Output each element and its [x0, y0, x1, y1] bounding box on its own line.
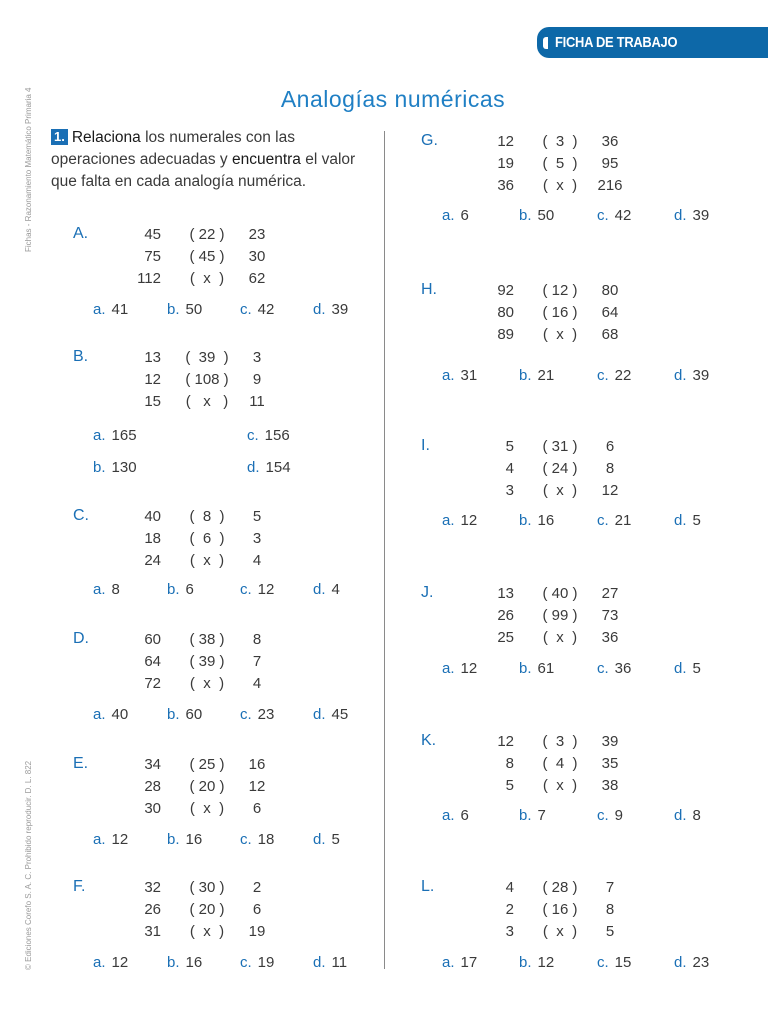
right-number: 11 [249, 393, 265, 410]
option-value: 61 [537, 660, 555, 677]
answer-option[interactable] [674, 366, 709, 386]
option-value: 18 [257, 831, 275, 848]
option-value: 17 [460, 954, 478, 971]
right-number: 5 [605, 923, 615, 940]
answer-option[interactable] [93, 458, 137, 478]
right-number: 8 [605, 901, 615, 918]
option-letter: a. [93, 301, 106, 318]
left-number: 26 [144, 901, 161, 918]
option-value: 16 [185, 954, 203, 971]
option-letter: a. [442, 954, 455, 971]
right-number: 19 [248, 923, 266, 940]
middle-result: ( 12 ) [542, 282, 578, 299]
left-number: 3 [505, 482, 514, 499]
option-letter: c. [597, 367, 609, 384]
answer-option[interactable] [519, 206, 554, 226]
answer-option[interactable] [519, 953, 554, 973]
left-number: 36 [497, 177, 514, 194]
middle-result: ( 5 ) [542, 155, 578, 172]
instruction-text-end: el valor que falta en cada analogía numérica. [51, 151, 356, 190]
left-number: 40 [144, 508, 161, 525]
middle-result: ( 16 ) [542, 304, 578, 321]
option-letter: b. [167, 831, 180, 848]
option-letter: b. [167, 581, 180, 598]
option-letter: c. [597, 660, 609, 677]
option-value: 6 [460, 207, 469, 224]
middle-result: ( 4 ) [542, 755, 578, 772]
option-letter: a. [442, 207, 455, 224]
answer-option[interactable] [167, 830, 202, 850]
right-number: 95 [601, 155, 619, 172]
answer-option[interactable] [313, 705, 348, 725]
middle-result: ( 20 ) [189, 901, 225, 918]
right-number: 27 [601, 585, 619, 602]
left-number: 3 [505, 923, 514, 940]
option-letter: d. [674, 367, 687, 384]
answer-option[interactable] [597, 806, 623, 826]
left-number: 4 [505, 879, 514, 896]
option-letter: d. [674, 660, 687, 677]
right-number: 6 [252, 901, 262, 918]
right-number: 62 [248, 270, 266, 287]
option-letter: a. [93, 427, 106, 444]
right-number: 16 [248, 756, 266, 773]
right-number: 6 [605, 438, 615, 455]
right-number: 30 [248, 248, 266, 265]
middle-result: ( 45 ) [189, 248, 225, 265]
answer-option[interactable] [240, 705, 274, 725]
option-value: 45 [331, 706, 349, 723]
answer-option[interactable] [167, 705, 202, 725]
left-number: 34 [144, 756, 161, 773]
middle-result: ( 16 ) [542, 901, 578, 918]
middle-result: ( x ) [542, 326, 578, 343]
answer-option[interactable] [247, 458, 291, 478]
answer-option[interactable] [597, 659, 631, 679]
right-number: 8 [605, 460, 615, 477]
middle-result: ( x ) [189, 270, 225, 287]
middle-result: ( x ) [542, 482, 578, 499]
left-number: 18 [144, 530, 161, 547]
option-value: 165 [111, 427, 137, 444]
left-number: 112 [137, 270, 161, 287]
answer-option[interactable] [93, 705, 128, 725]
answer-option[interactable] [442, 806, 469, 826]
option-value: 12 [111, 954, 129, 971]
option-value: 8 [692, 807, 701, 824]
option-value: 60 [185, 706, 203, 723]
middle-result: ( x ) [542, 629, 578, 646]
option-value: 12 [460, 512, 478, 529]
option-letter: c. [240, 954, 252, 971]
right-number: 12 [248, 778, 266, 795]
option-letter: b. [519, 807, 532, 824]
right-number: 36 [601, 133, 619, 150]
option-value: 23 [692, 954, 710, 971]
middle-result: ( 20 ) [189, 778, 225, 795]
option-value: 40 [111, 706, 129, 723]
instruction-keyword-relate: Relaciona [71, 129, 141, 146]
side-caption-top: Fichas - Razonamiento Matemático Primaria 4 [24, 87, 33, 252]
left-number: 15 [144, 393, 161, 410]
answer-option[interactable] [597, 511, 631, 531]
option-value: 15 [614, 954, 632, 971]
middle-result: ( 39 ) [189, 653, 225, 670]
option-letter: d. [674, 807, 687, 824]
option-letter: b. [519, 367, 532, 384]
right-number: 73 [601, 607, 619, 624]
option-value: 12 [111, 831, 129, 848]
problem-label: A. [73, 225, 89, 242]
option-value: 5 [331, 831, 340, 848]
answer-option[interactable] [93, 830, 128, 850]
option-letter: c. [597, 207, 609, 224]
left-number: 13 [497, 585, 514, 602]
middle-result: ( 31 ) [542, 438, 578, 455]
right-number: 68 [601, 326, 619, 343]
left-number: 31 [144, 923, 161, 940]
instruction-keyword-find: encuentra [231, 151, 301, 168]
middle-result: ( x ) [189, 675, 225, 692]
problem-label: C. [73, 507, 89, 524]
option-letter: c. [247, 427, 259, 444]
left-number: 26 [497, 607, 514, 624]
left-number: 12 [497, 133, 514, 150]
option-letter: b. [519, 954, 532, 971]
middle-result: ( 3 ) [542, 133, 578, 150]
middle-result: ( 3 ) [542, 733, 578, 750]
option-letter: c. [240, 706, 252, 723]
answer-option[interactable] [442, 659, 477, 679]
answer-option[interactable] [93, 580, 120, 600]
right-number: 5 [252, 508, 262, 525]
problem-label: B. [73, 348, 89, 365]
middle-result: ( x ) [189, 800, 225, 817]
option-value: 21 [614, 512, 632, 529]
middle-result: ( x ) [542, 777, 578, 794]
instruction-text: los numerales con las operaciones adecuadas y [51, 129, 295, 168]
instruction [51, 127, 356, 193]
option-letter: d. [313, 581, 326, 598]
answer-option[interactable] [442, 511, 477, 531]
option-letter: b. [167, 954, 180, 971]
right-number: 7 [605, 879, 615, 896]
option-letter: a. [442, 660, 455, 677]
problem-label: L. [421, 878, 435, 895]
option-letter: d. [313, 954, 326, 971]
right-number: 12 [601, 482, 619, 499]
answer-option[interactable] [93, 300, 128, 320]
option-letter: d. [247, 459, 260, 476]
answer-option[interactable] [442, 953, 477, 973]
option-letter: c. [597, 954, 609, 971]
middle-result: ( 108 ) [185, 371, 229, 388]
middle-result: ( x ) [189, 923, 225, 940]
option-letter: b. [167, 706, 180, 723]
middle-result: ( 24 ) [542, 460, 578, 477]
right-number: 7 [252, 653, 262, 670]
left-number: 5 [505, 777, 514, 794]
banner-text: FICHA DE TRABAJO [555, 34, 678, 51]
answer-option[interactable] [674, 953, 709, 973]
answer-option[interactable] [597, 366, 631, 386]
option-value: 39 [692, 367, 710, 384]
answer-option[interactable] [519, 366, 554, 386]
left-number: 80 [497, 304, 514, 321]
option-letter: b. [519, 207, 532, 224]
right-number: 2 [252, 879, 262, 896]
problem-label: H. [421, 281, 437, 298]
left-number: 32 [144, 879, 161, 896]
option-value: 19 [257, 954, 275, 971]
worksheet-banner [537, 27, 768, 58]
option-value: 5 [692, 660, 701, 677]
middle-result: ( 6 ) [189, 530, 225, 547]
right-number: 80 [601, 282, 619, 299]
left-number: 19 [497, 155, 514, 172]
right-number: 39 [601, 733, 619, 750]
right-number: 35 [601, 755, 619, 772]
option-value: 12 [537, 954, 555, 971]
option-value: 5 [692, 512, 701, 529]
answer-option[interactable] [313, 300, 348, 320]
answer-option[interactable] [240, 830, 274, 850]
option-letter: d. [674, 512, 687, 529]
left-number: 28 [144, 778, 161, 795]
left-number: 8 [505, 755, 514, 772]
option-value: 50 [185, 301, 203, 318]
right-number: 38 [601, 777, 619, 794]
right-number: 3 [252, 530, 262, 547]
answer-option[interactable] [240, 580, 274, 600]
answer-option[interactable] [597, 953, 631, 973]
right-number: 9 [252, 371, 262, 388]
problem-label: D. [73, 630, 89, 647]
middle-result: ( 30 ) [189, 879, 225, 896]
answer-option[interactable] [674, 511, 701, 531]
option-value: 39 [331, 301, 349, 318]
middle-result: ( 8 ) [189, 508, 225, 525]
middle-result: ( x ) [189, 552, 225, 569]
instruction-number: 1. [51, 129, 68, 145]
left-number: 24 [144, 552, 161, 569]
answer-option[interactable] [674, 206, 709, 226]
left-number: 72 [144, 675, 161, 692]
option-value: 9 [614, 807, 624, 824]
option-letter: a. [93, 954, 106, 971]
middle-result: ( x ) [542, 923, 578, 940]
answer-option[interactable] [313, 580, 340, 600]
middle-result: ( 28 ) [542, 879, 578, 896]
option-value: 21 [537, 367, 555, 384]
option-value: 4 [331, 581, 340, 598]
left-number: 60 [144, 631, 161, 648]
answer-option[interactable] [519, 806, 546, 826]
left-number: 89 [497, 326, 514, 343]
option-value: 156 [264, 427, 290, 444]
problem-label: G. [421, 132, 438, 149]
option-value: 8 [111, 581, 120, 598]
answer-option[interactable] [519, 511, 554, 531]
left-number: 4 [505, 460, 514, 477]
middle-result: ( 38 ) [189, 631, 225, 648]
right-number: 216 [597, 177, 623, 194]
middle-result: ( 22 ) [189, 226, 225, 243]
option-letter: d. [313, 301, 326, 318]
banner-tab-icon [543, 37, 548, 49]
option-letter: b. [93, 459, 106, 476]
option-value: 39 [692, 207, 710, 224]
side-caption-copyright: © Ediciones Corefo S. A. C. Prohibido reproducir. D. L. 822 [24, 760, 33, 970]
option-value: 6 [460, 807, 469, 824]
option-letter: a. [93, 581, 106, 598]
option-value: 7 [537, 807, 546, 824]
problem-label: J. [421, 584, 434, 601]
page-title: Analogías numéricas [280, 86, 506, 112]
answer-option[interactable] [240, 953, 274, 973]
option-value: 23 [257, 706, 275, 723]
option-letter: a. [93, 831, 106, 848]
problem-label: K. [421, 732, 437, 749]
option-value: 22 [614, 367, 632, 384]
option-value: 130 [111, 459, 137, 476]
middle-result: ( 39 ) [185, 349, 229, 366]
problem-label: F. [73, 878, 86, 895]
left-number: 64 [144, 653, 161, 670]
left-number: 30 [144, 800, 161, 817]
option-value: 31 [460, 367, 478, 384]
answer-option[interactable] [93, 426, 137, 446]
right-number: 6 [252, 800, 262, 817]
answer-option[interactable] [93, 953, 128, 973]
option-letter: d. [313, 706, 326, 723]
option-value: 42 [614, 207, 632, 224]
option-letter: c. [240, 581, 252, 598]
right-number: 4 [252, 675, 262, 692]
answer-option[interactable] [167, 580, 194, 600]
answer-option[interactable] [247, 426, 290, 446]
left-number: 12 [497, 733, 514, 750]
option-value: 16 [537, 512, 555, 529]
answer-option[interactable] [167, 300, 202, 320]
answer-option[interactable] [519, 659, 554, 679]
answer-option[interactable] [313, 953, 347, 973]
answer-option[interactable] [674, 806, 701, 826]
option-letter: a. [442, 807, 455, 824]
answer-option[interactable] [442, 366, 477, 386]
right-number: 4 [252, 552, 262, 569]
option-letter: a. [442, 512, 455, 529]
option-value: 41 [111, 301, 129, 318]
answer-option[interactable] [674, 659, 701, 679]
option-letter: c. [597, 807, 609, 824]
left-number: 13 [144, 349, 161, 366]
option-letter: b. [519, 660, 532, 677]
middle-result: ( 99 ) [542, 607, 578, 624]
right-number: 23 [248, 226, 266, 243]
left-number: 45 [144, 226, 161, 243]
answer-option[interactable] [167, 953, 202, 973]
option-value: 12 [460, 660, 478, 677]
option-value: 11 [331, 954, 348, 971]
left-number: 2 [505, 901, 514, 918]
option-value: 16 [185, 831, 203, 848]
option-value: 6 [185, 581, 194, 598]
answer-option[interactable] [313, 830, 340, 850]
answer-option[interactable] [597, 206, 631, 226]
middle-result: ( x ) [542, 177, 578, 194]
middle-result: ( 40 ) [542, 585, 578, 602]
middle-result: ( 25 ) [189, 756, 225, 773]
left-number: 25 [497, 629, 514, 646]
option-value: 50 [537, 207, 555, 224]
left-number: 5 [505, 438, 514, 455]
option-letter: c. [597, 512, 609, 529]
option-value: 36 [614, 660, 632, 677]
option-letter: a. [93, 706, 106, 723]
answer-option[interactable] [442, 206, 469, 226]
middle-result: ( x ) [185, 393, 229, 410]
option-letter: b. [167, 301, 180, 318]
problem-label: E. [73, 755, 89, 772]
answer-option[interactable] [240, 300, 274, 320]
option-letter: b. [519, 512, 532, 529]
option-letter: c. [240, 301, 252, 318]
right-number: 64 [601, 304, 619, 321]
option-value: 42 [257, 301, 275, 318]
left-number: 12 [144, 371, 161, 388]
right-number: 3 [252, 349, 262, 366]
option-letter: a. [442, 367, 455, 384]
left-number: 92 [497, 282, 514, 299]
left-number: 75 [144, 248, 161, 265]
option-value: 154 [265, 459, 291, 476]
problem-label: I. [421, 437, 430, 454]
right-number: 36 [601, 629, 619, 646]
option-value: 12 [257, 581, 275, 598]
right-number: 8 [252, 631, 262, 648]
column-divider [384, 131, 385, 969]
option-letter: d. [674, 954, 687, 971]
option-letter: c. [240, 831, 252, 848]
option-letter: d. [674, 207, 687, 224]
option-letter: d. [313, 831, 326, 848]
